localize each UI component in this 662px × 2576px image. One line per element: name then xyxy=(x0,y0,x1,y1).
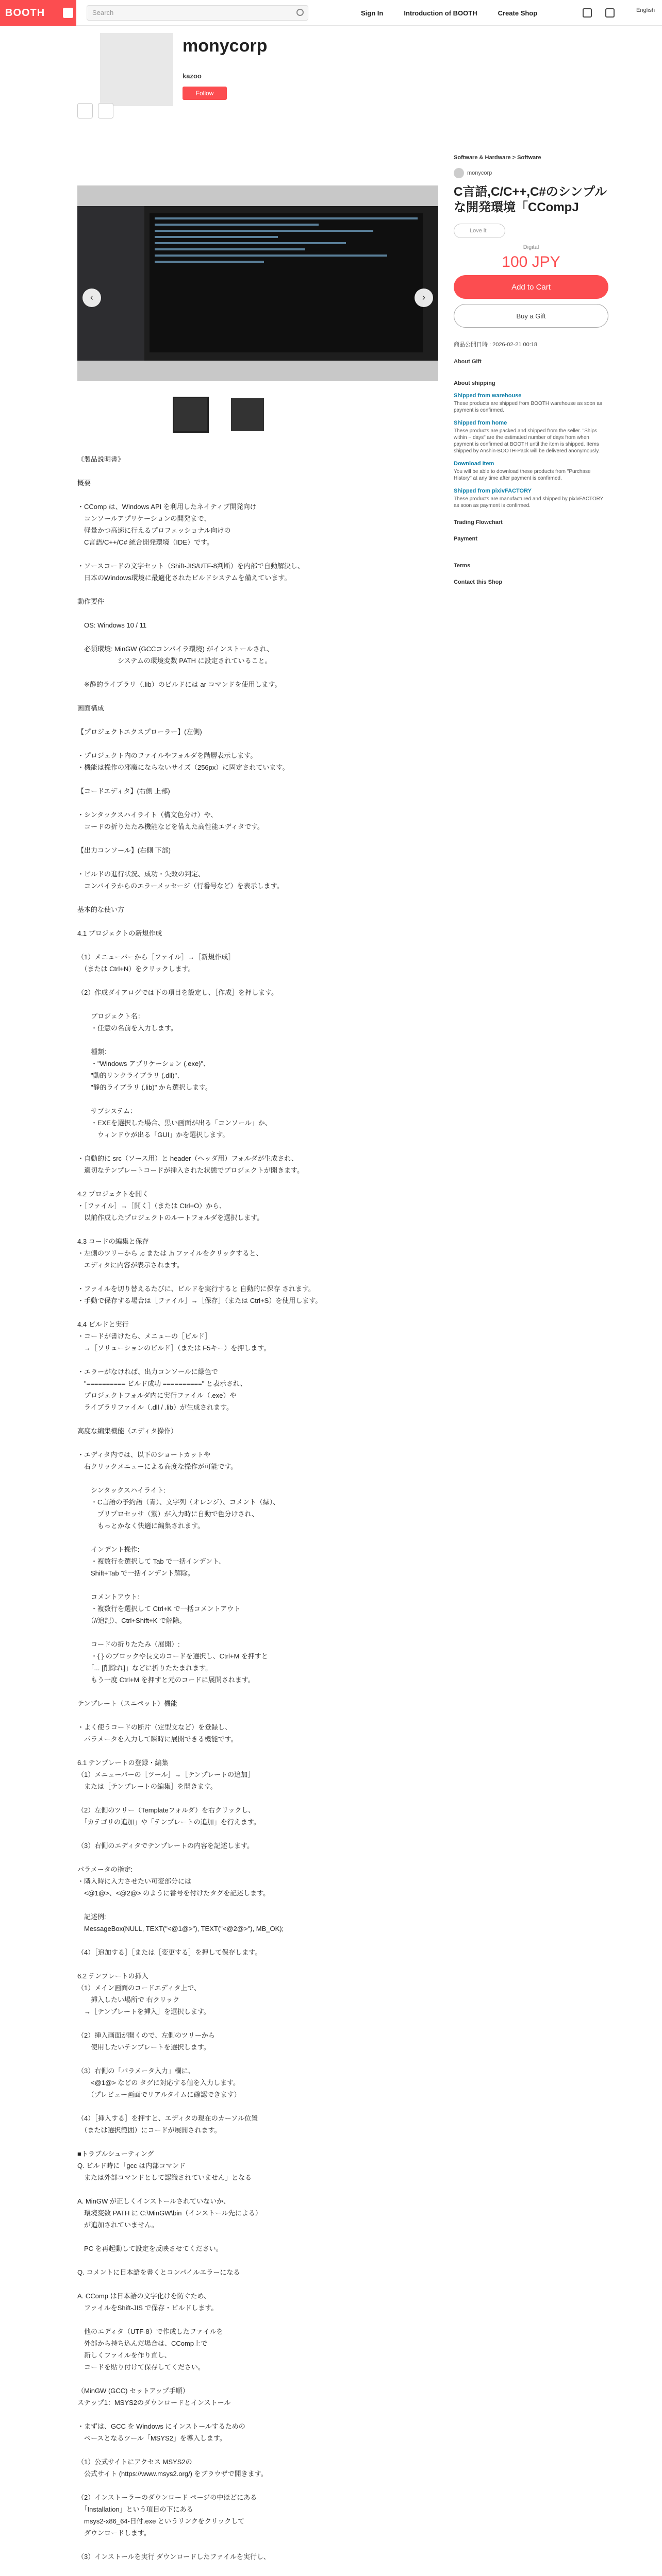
shop-username[interactable]: kazoo xyxy=(183,72,202,80)
trading-flowchart-link[interactable]: Trading Flowchart xyxy=(454,519,503,526)
buy-gift-button[interactable]: Buy a Gift xyxy=(454,304,608,328)
gallery-screenshot xyxy=(77,206,438,361)
search-icon[interactable] xyxy=(296,9,304,16)
published-date: 商品公開日時 : 2026-02-21 00:18 xyxy=(454,342,538,348)
gallery-screenshot-code xyxy=(150,213,423,352)
add-to-cart-button[interactable]: Add to Cart xyxy=(454,275,608,299)
shop-tag-name: monycorp xyxy=(467,170,492,176)
shop-tag-avatar xyxy=(454,168,464,178)
contact-shop-link[interactable]: Contact this Shop xyxy=(454,579,503,585)
shipping-item xyxy=(454,488,608,509)
price: 100 JPY xyxy=(502,253,560,270)
thumbnail-2[interactable] xyxy=(229,397,266,433)
product-title: C言語,C/C++,C#のシンプルな開発環境「CCompJ xyxy=(454,185,607,214)
shipping-item xyxy=(454,461,608,482)
shipping-item-title: Shipped from pixivFACTORY xyxy=(454,488,532,494)
shipping-item-title: Download Item xyxy=(454,461,494,467)
shipping-item-text: These products are manufactured and shipped by pixivFACTORY as soon as payment is confirmed. xyxy=(454,496,604,509)
next-image-button[interactable]: › xyxy=(415,289,433,307)
home-icon xyxy=(63,8,73,18)
shipping-item-text: These products are packed and shipped from the seller. "Ships within ~ days" are the estimated number of days from when payment is confirmed at BOOTH until the item is shipped. Items shipped by Anshin-BOOTH-Pack will be delivered anonymously. xyxy=(454,428,600,454)
global-header xyxy=(0,0,662,26)
like-button[interactable]: Love it xyxy=(454,224,505,238)
shop-tag[interactable] xyxy=(454,168,608,178)
search-input[interactable] xyxy=(87,5,308,21)
download-type: Digital xyxy=(523,244,539,250)
thumbnail-strip xyxy=(173,397,266,433)
shipping-item-title: Shipped from warehouse xyxy=(454,393,522,399)
shipping-item xyxy=(454,393,608,414)
about-booth-link[interactable]: Introduction of BOOTH xyxy=(404,9,477,17)
shipping-item xyxy=(454,420,608,454)
image-gallery[interactable] xyxy=(77,185,438,381)
cart-icon[interactable] xyxy=(583,8,592,18)
gallery-screenshot-panel xyxy=(77,206,144,361)
language-selector[interactable]: English xyxy=(636,7,655,13)
shipping-item-title: Shipped from home xyxy=(454,420,507,426)
help-icon[interactable] xyxy=(605,8,615,18)
follow-button[interactable]: Follow xyxy=(183,87,227,100)
share-icon[interactable] xyxy=(77,103,93,118)
product-main-column xyxy=(77,134,438,2576)
prev-image-button[interactable]: ‹ xyxy=(82,289,101,307)
header-nav xyxy=(361,0,558,26)
header-icons xyxy=(583,8,615,18)
search-placeholder: Search xyxy=(92,9,114,16)
shipping-item-text: These products are shipped from BOOTH warehouse as soon as payment is confirmed. xyxy=(454,401,602,413)
about-gift-link[interactable]: About Gift xyxy=(454,359,482,365)
shipping-heading: About shipping xyxy=(454,380,495,386)
breadcrumb[interactable]: Software & Hardware > Software xyxy=(454,155,541,161)
shop-avatar[interactable] xyxy=(98,31,175,108)
signin-link[interactable]: Sign In xyxy=(361,9,384,17)
logo-text: BOOTH xyxy=(5,7,45,19)
mail-icon[interactable] xyxy=(98,103,113,118)
shipping-item-text: You will be able to download these products from "Purchase History" at any time after payment is confirmed. xyxy=(454,469,591,481)
create-shop-link[interactable]: Create Shop xyxy=(498,9,538,17)
shop-name[interactable]: monycorp xyxy=(183,36,268,56)
product-sidebar xyxy=(454,155,608,585)
shop-hero xyxy=(77,26,585,97)
thumbnail-1[interactable] xyxy=(173,397,209,433)
product-description: 《製品説明書》 概要 ・CComp は、Windows API を利用したネイティブ開発向け コンソールアプリケーションの開発まで、 軽量かつ高速に行えるプロフェッショナル向けの C言語/C++/C# 統合開発環境（IDE）です。 ・ソースコードの文字セット（Shift-JIS/UTF-8判断）を内部で自動解決し、 日本のWindows環境に最適化されたビルドシステムを備えています。 動作要件 OS: Windows 10 / 11 必須環境: MinGW (GCCコンパイラ環境) がインストールされ、 システムの環境変数 PATH に設定されていること。 ※静的ライブラリ（.lib）のビルドには ar コマンドを使用します。 画面構成 【プロジェクトエクスプローラー】(左側) ・プロジェクト内のファイルやフォルダを階層表示します。 ・機能は操作の邪魔にならないサイズ（256px）に固定されています。 【コードエディタ】(右側 上部) ・シンタックスハイライト（構文色分け）や、 コードの折りたたみ機能などを備えた高性能エディタです。 【出力コンソール】(右側 下部) ・ビルドの進行状況、成功・失敗の判定、 コンパイラからのエラーメッセージ（行番号など）を表示します。 基本的な使い方 4.1 プロジェクトの新規作成 （1）メニューバーから［ファイル］→［新規作成］ （または Ctrl+N）をクリックします。 （2）作成ダイアログでは下の項目を設定し、［作成］を押します。 プロジェクト名： ・任意の名前を入力します。 種類： ・"Windows アプリケーション (.exe)"、 "動的リンクライブラリ (.dll)"、 "静的ライブラリ (.lib)" から選択します。 サブシステム： ・EXEを選択した場合、黒い画面が出る「コンソール」か、 ウィンドウが出る「GUI」かを選択します。 ・自動的に src（ソース用）と header（ヘッダ用）フォルダが生成され、 適切なテンプレートコードが挿入された状態でプロジェクトが開きます。 4.2 プロジェクトを開く ・［ファイル］→［開く］（または Ctrl+O）から、 以前作成したプロジェクトのルートフォルダを選択します。 4.3 コードの編集と保存 ・左側のツリーから .c または .h ファイルをクリックすると、 エディタに内容が表示されます。 ・ファイルを切り替えるたびに、ビルドを実行すると 自動的に保存 されます。 ・手動で保存する場合は［ファイル］→［保存］（または Ctrl+S）を使用します。 4.4 ビルドと実行 ・コードが書けたら、メニューの［ビルド］ →［ソリューションのビルド］（または F5キー）を押します。 ・エラーがなければ、出力コンソールに緑色で "========== ビルド成功 ==========" と表示され、 プロジェクトフォルダ内に実行ファイル（.exe）や ライブラリファイル（.dll / .lib）が生成されます。 高度な編集機能（エディタ操作） ・エディタ内では、以下のショートカットや 右クリックメニューによる高度な操作が可能です。 シンタックスハイライト: ・C言語の予約語（青）、文字列（オレンジ）、コメント（緑）、 プリプロセッサ（紫）が入力時に自動で色分けされ、 もっとかなく快適に編集されます。 インデント操作: ・複数行を選択して Tab で一括インデント、 Shift+Tab で一括インデント解除。 コメントアウト: ・複数行を選択して Ctrl+K で一括コメントアウト （//追記）、Ctrl+Shift+K で解除。 コードの折りたたみ（展開）: ・{ } のブロックや長文のコードを選択し、Ctrl+M を押すと 「... [削除れ]」などに折りたたまれます。 もう一度 Ctrl+M を押すと元のコードに展開されます。 テンプレート（スニペット）機能 ・よく使うコードの断片（定型文など）を登録し、 パラメータを入力して瞬時に展開できる機能です。 6.1 テンプレートの登録・編集 （1）メニューバーの［ツール］→［テンプレートの追加］ または［テンプレートの編集］を開きます。 （2）左側のツリー（Templateフォルダ）を右クリックし、 「カテゴリの追加」や「テンプレートの追加」を行えます。 （3）右側のエディタでテンプレートの内容を記述します。 パラメータの指定: ・隣入時に入力させたい可変部分には <@1@>、<@2@> のように番号を付けたタグを記述します。 記述例: MessageBox(NULL, TEXT("<@1@>"), TEXT("<@2@>"), MB_OK); （4）［追加する］［または［変更する］を押して保存します。 6.2 テンプレートの挿入 （1）メイン画面のコードエディタ上で、 挿入したい場所で 右クリック →［テンプレートを挿入］を選択します。 （2）挿入画面が開くので、左側のツリーから 使用したいテンプレートを選択します。 （3）右側の「パラメータ入力」欄に、 <@1@> などの タグに対応する値を入力します。 （プレビュー画面でリアルタイムに確認できます） （4）［挿入する］を押すと、エディタの現在のカーソル位置 （または選択範囲）にコードが展開されます。 ■トラブルシューティング Q. ビルド時に「gcc は内部コマンド または外部コマンドとして認識されていません」となる A. MinGW が正しくインストールされていないか、 環境変数 PATH に C:\MinGW\bin（インストール先による） が追加されていません。 PC を再起動して設定を反映させてください。 Q. コメントに日本語を書くとコンパイルエラーになる A. CComp は日本語の文字化けを防ぐため、 ファイルをShift-JIS で保存・ビルドします。 他のエディタ（UTF-8）で作成したファイルを 外部から持ち込んだ場合は、CComp上で 新しくファイルを作り直し、 コードを貼り付けて保存してください。 （MinGW (GCC) セットアップ手順） ステップ1：MSYS2のダウンロードとインストール ・まずは、GCC を Windows にインストールするための ベースとなるツール「MSYS2」を導入します。 （1）公式サイトにアクセス MSYS2の 公式サイト (https://www.msys2.org/) をブラウザで開きます。 （2）インストーラーのダウンロード ページの中ほどにある 「Installation」という項目の下にある msys2-x86_64-日付.exe というリンクをクリックして ダウンロードします。 （3）インストールを実行 ダウンロードしたファイルを実行し、 xyxy=(77,455,322,2561)
payment-link[interactable]: Payment xyxy=(454,536,477,542)
shop-icon-row xyxy=(77,103,113,118)
terms-link[interactable]: Terms xyxy=(454,563,471,569)
booth-logo[interactable] xyxy=(0,0,76,26)
